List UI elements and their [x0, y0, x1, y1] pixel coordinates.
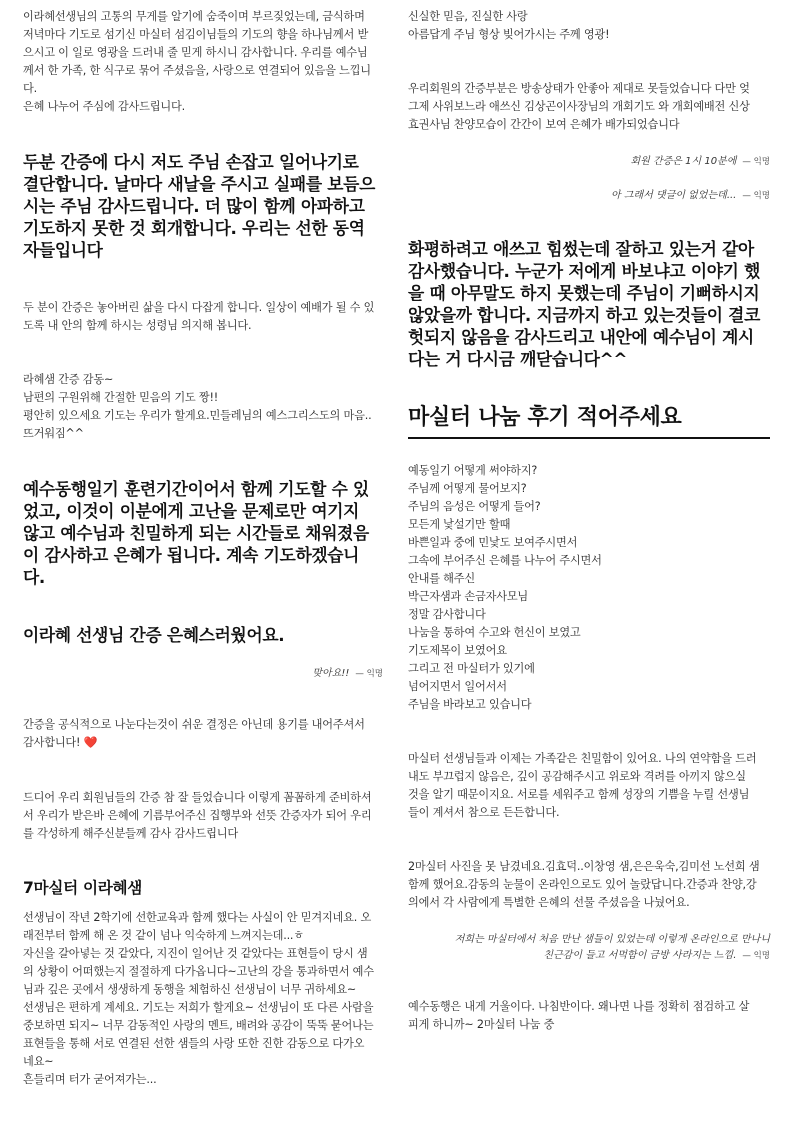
text-line: 은혜 나누어 주심에 감사드립니다.	[23, 100, 185, 113]
text-line: 우리회원의 간증부분은 방송상태가 안좋아 제대로 못들었습니다 다만 엊	[408, 82, 750, 95]
heading-text	[408, 238, 770, 370]
text-line: 두 분이 간증은 놓아버린 삶을 다시 다잡게 합니다. 일상이 예배가 될 수 있	[23, 301, 375, 314]
text-line: 님과 깊은 곳에서 생생하게 동행을 체험하신 선생님이 너무 귀하세요~	[23, 983, 357, 996]
text-line: 간증을 공식적으로 나눈다는것이 쉬운 결정은 아닌데 용기를 내어주셔서	[23, 718, 365, 731]
text-line: 정말 감사합니다	[408, 608, 486, 621]
text-line: 예수동행일기 훈련기간이어서 함께 기도할 수 있	[23, 479, 369, 499]
text-line: 라혜샘 간증 감동~	[23, 373, 114, 386]
text-line: 주님의 음성은 어떻게 들어?	[408, 500, 541, 513]
reply-text: 저희는 마실터에서 처음 만난 샘들이 있었는데 이렇게 온라인으로 만나니	[454, 934, 770, 945]
text-line: 함께 했어요.감동의 눈물이 온라인으로도 있어 놀랐답니다.간증과 찬양,강	[408, 878, 757, 891]
text-line: 2마실터 사진을 못 남겼네요.김효덕..이창영 샘,은은욱숙,김미선 노선희 샘	[408, 860, 760, 873]
text-line: 피게 하니까~ 2마실터 나눔 중	[408, 1018, 555, 1031]
text-line: 네요~	[23, 1055, 54, 1068]
paragraph	[23, 909, 383, 1089]
comment-heading	[408, 238, 770, 370]
text-line: 표현들을 통해 서로 연결된 선한 샘들의 사랑 또한 진한 감동으로 다가오	[23, 1037, 365, 1050]
paragraph	[408, 750, 770, 822]
reply-author: — 익명	[742, 157, 770, 167]
text-line: 흔들리며 터가 굳어져가는...	[23, 1073, 157, 1086]
text-line: 었고, 이것이 이분에게 고난을 문제로만 여기지	[23, 501, 360, 521]
text-line: 중보하면 되지~ 너무 감동적인 사랑의 멘트, 배려와 공감이 뚝뚝 묻어나는	[23, 1019, 374, 1032]
text-line: 예동일기 어떻게 써야하지?	[408, 464, 538, 477]
text-line: 들이 계셔서 참으로 든든합니다.	[408, 806, 560, 819]
comment-text	[23, 371, 383, 443]
text-line: 으시고 이 일로 영광을 드러내 줄 믿게 하시니 감사합니다. 우리를 예수님	[23, 46, 368, 59]
paragraph	[408, 998, 770, 1034]
heading-text	[23, 151, 383, 261]
text-line: 아름답게 주님 형상 빚어가시는 주께 영광!	[408, 28, 610, 41]
text-line: 다.	[23, 82, 37, 95]
comment-text	[408, 80, 770, 134]
reply-comment	[408, 154, 770, 170]
comment-text	[23, 909, 383, 1089]
heading-text	[23, 478, 383, 588]
text-line: 다.	[23, 567, 45, 587]
text-line: 주님께 어떻게 물어보지?	[408, 482, 527, 495]
reply-text: 친근감이 들고 서먹함이 금방 사라지는 느낌.	[543, 950, 737, 961]
paragraph	[23, 789, 383, 843]
reply-text: 회원 간증은 1시 10분에	[630, 156, 737, 167]
comment-text	[23, 789, 383, 843]
text-line: 바쁜일과 중에 민낯도 보여주시면서	[408, 536, 578, 549]
text-line: 래전부터 함께 해 온 것 같이 넘나 익숙하게 느껴지는데...ㅎ	[23, 929, 304, 942]
paragraph	[23, 8, 383, 116]
text-line: 결단합니다. 날마다 새날을 주시고 실패를 보듬으	[23, 174, 376, 194]
text-line: 예수동행은 내게 거울이다. 나침반이다. 왜나면 나를 정확히 점검하고 살	[408, 1000, 750, 1013]
reply-comment	[408, 188, 770, 204]
comment-heading	[23, 877, 383, 899]
text-line: 효권사님 찬양모습이 간간이 보여 은혜가 배가되었습니다	[408, 118, 680, 131]
paragraph	[23, 299, 383, 335]
text-line: 기도하지 못한 것 회개합니다. 우리는 선한 동역	[23, 218, 365, 238]
text-line: 이라혜선생님의 고통의 무게를 알기에 숨죽이며 부르짖었는데, 금식하며	[23, 10, 365, 23]
reply-comment	[408, 932, 770, 964]
comment-heading	[23, 478, 383, 588]
reply-text: 아 그래서 댓글이 없었는데...	[611, 190, 737, 201]
comment-heading	[23, 624, 383, 646]
text-line: 자신을 갈아넣는 것 같았다, 지진이 일어난 것 같았다는 표현들이 당시 샘	[23, 947, 368, 960]
text-line: 께서 한 가족, 한 식구로 묶어 주셨음을, 사랑으로 연결되어 있음을 느낍니	[23, 64, 371, 77]
heading-text: 이라혜 선생님 간증 은혜스러웠어요.	[23, 625, 285, 645]
text-line: 화평하려고 애쓰고 힘썼는데 잘하고 있는거 같아	[408, 239, 754, 259]
paragraph	[23, 371, 383, 443]
text-line: 두분 간증에 다시 저도 주님 손잡고 일어나기로	[23, 152, 359, 172]
text-line: 기도제목이 보였어요	[408, 644, 507, 657]
comment-text	[23, 716, 383, 752]
text-line: 선생님은 편하게 계세요. 기도는 저희가 할게요~ 선생님이 또 다른 사람을	[23, 1001, 374, 1014]
comment-text	[23, 8, 383, 116]
section-header	[408, 403, 770, 439]
text-line: 않았을까 합니다. 지금까지 하고 있는것들이 결코	[408, 305, 761, 325]
comment-text	[408, 8, 770, 44]
text-line: 서 우리가 받은바 은혜에 기름부어주신 집행부와 선뜻 간증자가 되어 우리	[23, 809, 372, 822]
text-line: 이 감사하고 은혜가 됩니다. 계속 기도하겠습니	[23, 545, 360, 565]
text-line: 마실터 선생님들과 이제는 가족같은 친밀함이 있어요. 나의 연약함을 드러	[408, 752, 757, 765]
reply-author: — 익명	[355, 669, 383, 679]
text-line: 의 상황이 어떠했는지 절절하게 다가옵니다~고난의 강을 통과하면서 예수	[23, 965, 374, 978]
text-line: 감사했습니다. 누군가 저에게 바보냐고 이야기 했	[408, 261, 761, 281]
text-line: 헛되지 않음을 감사드리고 내안에 예수님이 계시	[408, 327, 754, 347]
paragraph	[408, 858, 770, 912]
text-line: 감사합니다! ❤️	[23, 736, 98, 749]
text-line: 것을 알기 때문이지요. 서로를 세워주고 함께 성장의 기쁨을 누릴 선생님	[408, 788, 750, 801]
text-line: 저녁마다 기도로 섬기신 마실터 섬김이님들의 기도의 향을 하나님께서 받	[23, 28, 369, 41]
text-line: 다는 거 다시금 깨닫습니다^^	[408, 349, 628, 369]
comment-heading	[23, 151, 383, 261]
reply-comment	[23, 666, 383, 682]
text-line: 신실한 믿음, 진실한 사랑	[408, 10, 528, 23]
paragraph	[408, 80, 770, 134]
text-line: 를 각성하게 해주신분들께 감사 감사드립니다	[23, 827, 238, 840]
reply-author: — 익명	[742, 191, 770, 201]
text-line: 을 때 아무말도 하지 못했는데 주님이 기뻐하시지	[408, 283, 760, 303]
reply-author: — 익명	[742, 951, 770, 961]
text-line: 내도 부끄럽지 않음은, 깊이 공감해주시고 위로와 격려를 아끼지 않으실	[408, 770, 746, 783]
text-line: 넘어지면서 일어서서	[408, 680, 507, 693]
text-line: 나눔을 통하여 수고와 헌신이 보였고	[408, 626, 581, 639]
text-line: 않고 예수님과 친밀하게 되는 시간들로 채워졌음	[23, 523, 369, 543]
text-line: 뜨거워짐^^	[23, 427, 84, 440]
text-line: 안내를 해주신	[408, 572, 475, 585]
text-line: 그속에 부어주신 은혜를 나누어 주시면서	[408, 554, 602, 567]
text-line: 박근자샘과 손금자사모님	[408, 590, 529, 603]
text-line: 평안히 있으세요 기도는 우리가 할게요.민들레님의 예스그리스도의 마음..	[23, 409, 372, 422]
text-line: 의에서 각 사람에게 특별한 은혜의 선물 주셨음을 나눴어요.	[408, 896, 690, 909]
reply-text: 맞아요!!	[312, 668, 350, 679]
comment-text	[408, 462, 770, 714]
text-line: 남편의 구원위해 간절한 믿음의 기도 짱!!	[23, 391, 219, 404]
text-line: 시는 주님 감사드립니다. 더 많이 함께 아파하고	[23, 196, 365, 216]
paragraph	[23, 716, 383, 752]
text-line: 도록 내 안의 함께 하시는 성령님 의지해 봅니다.	[23, 319, 252, 332]
comment-text	[408, 998, 770, 1034]
text-line: 선생님이 작년 2학기에 선한교육과 함께 했다는 사실이 안 믿겨지네요. 오	[23, 911, 372, 924]
text-line: 자들입니다	[23, 240, 103, 260]
comment-text	[408, 858, 770, 912]
comment-text	[23, 299, 383, 335]
text-line: 주님을 바라보고 있습니다	[408, 698, 532, 711]
section-title: 마실터 나눔 후기 적어주세요	[408, 403, 770, 439]
text-line: 드디어 우리 회원님들의 간증 참 잘 들었습니다 이렇게 꼼꼼하게 준비하셔	[23, 791, 372, 804]
text-line: 그제 사위보느라 애쓰신 김상곤이사장님의 개회기도 와 개회예배전 신상	[408, 100, 750, 113]
paragraph	[408, 8, 770, 44]
text-line: 모든게 낯설기만 할때	[408, 518, 511, 531]
comment-text	[408, 750, 770, 822]
paragraph	[408, 462, 770, 714]
heading-text: 7마실터 이라혜샘	[23, 879, 143, 897]
text-line: 그리고 전 마실터가 있기에	[408, 662, 535, 675]
